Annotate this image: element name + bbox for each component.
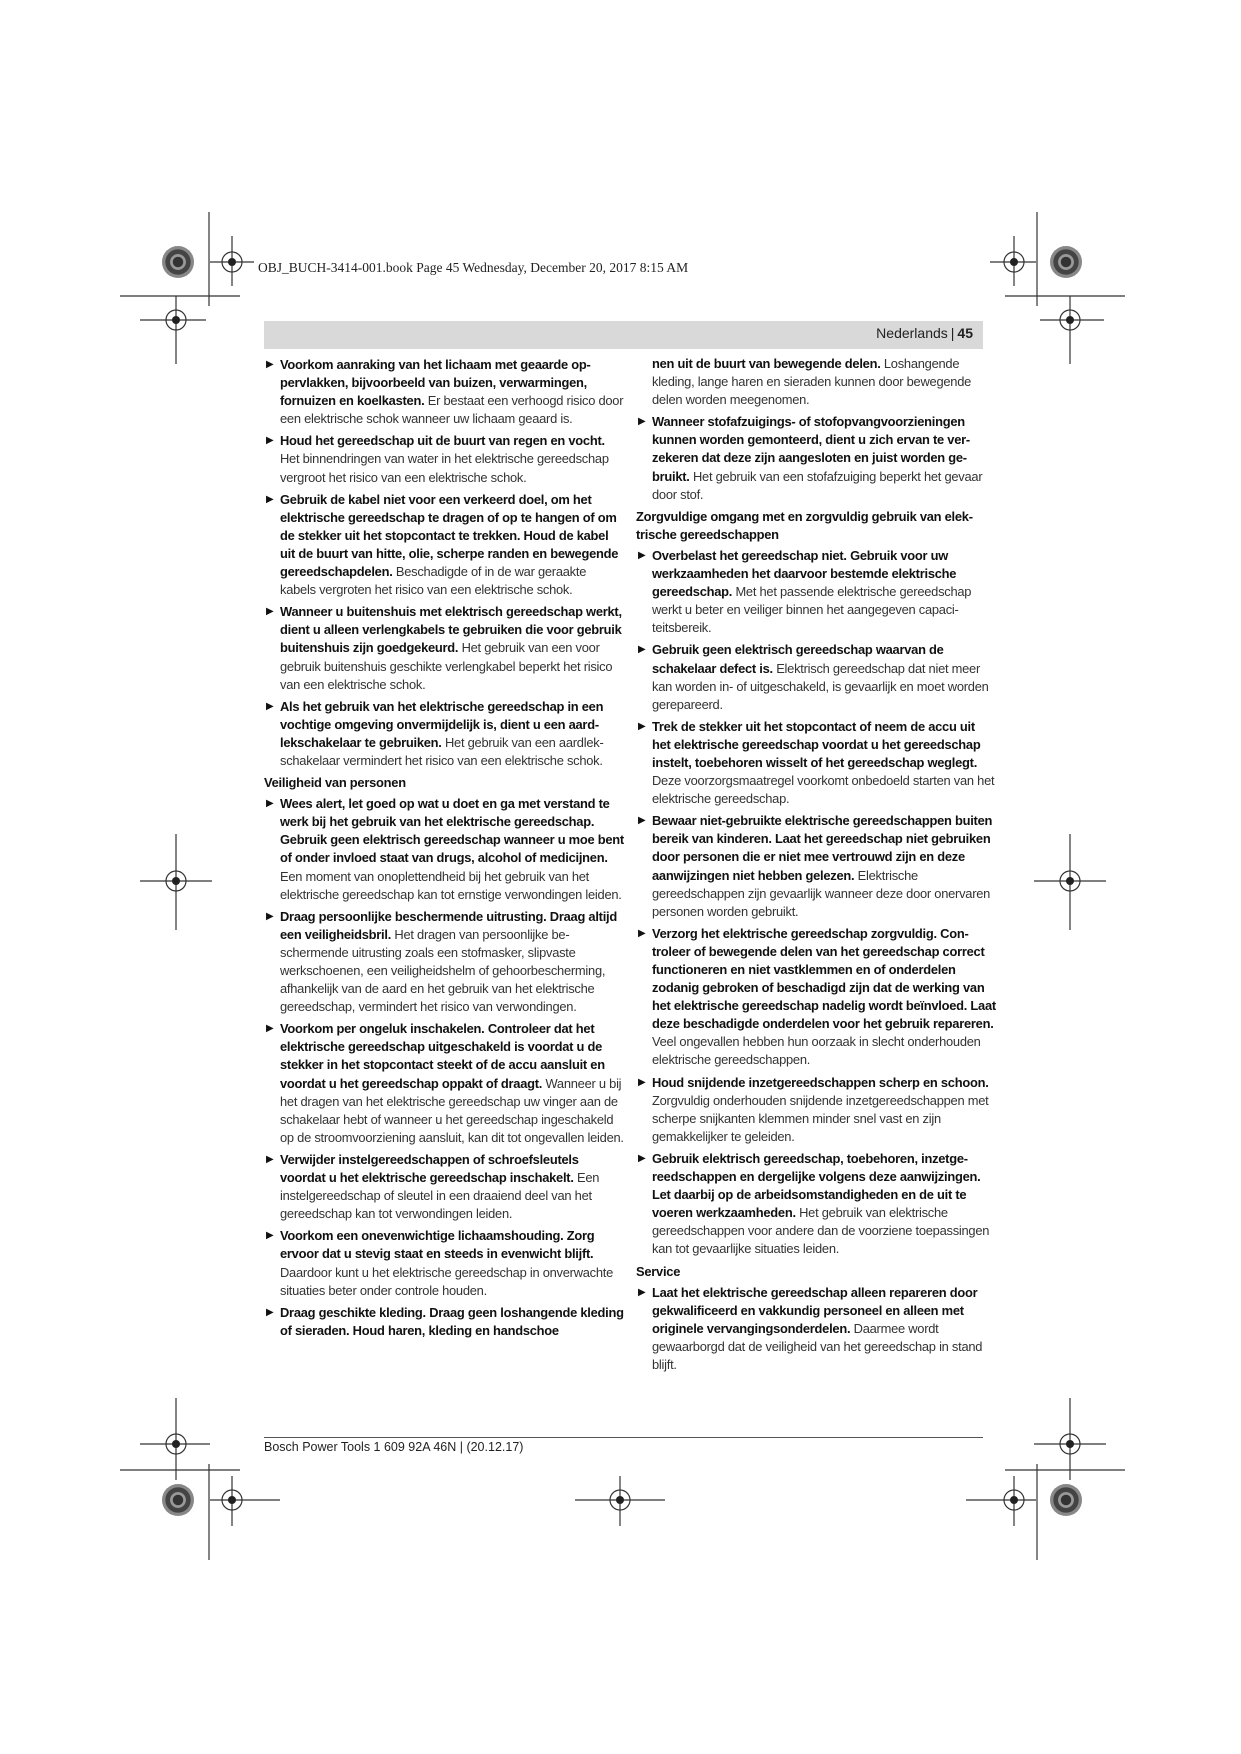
instruction-bold: Wanneer stofafzuigings- of stofopvangvoorzieningen kunnen worden gemonteerd, dient u zich ervan te verzekeren dat deze zijn aangesloten en juist worden gebruikt. [652, 414, 971, 484]
bullet-triangle-icon: ▶ [638, 1152, 646, 1164]
instruction-bold: Bewaar niet-gebruikte elektrische gereedschappen buiten bereik van kinderen. Laat het gereedschap niet gebruiken door personen die er niet mee vertrouwd zijn en deze aanwijzingen niet hebben gelezen. [652, 813, 993, 883]
instruction-bold: Overbelast het gereedschap niet. Gebruik voor uw werkzaamheden het daarvoor bestemde elektrische gereedschap. [652, 547, 957, 600]
bullet-triangle-icon: ▶ [638, 1286, 646, 1298]
section-heading: Service [636, 1263, 681, 1279]
bullet-triangle-icon: ▶ [266, 1153, 274, 1165]
instruction-bold: Verzorg het elektrische gereedschap zorgvuldig. Controleer of bewegende delen van het gereedschap correct functioneren en niet vastklemmen en of onderdelen zodanig gebroken of beschadigd zijn dat de werking van het elektrische gereedschap nadelig wordt beïnvloed. Laat deze beschadigde onderdelen voor het gebruik repareren. [652, 925, 996, 1032]
instruction-bold: Voorkom aanraking van het lichaam met geaarde oppervlakken, bijvoorbeeld van buizen, verwarmingen, fornuizen en koelkasten. [280, 357, 591, 409]
list-item [264, 603, 624, 693]
list-item [636, 1284, 996, 1374]
list-item [636, 812, 996, 921]
list-item [264, 795, 624, 904]
bullet-triangle-icon: ▶ [638, 644, 646, 656]
instruction-bold: Als het gebruik van het elektrische gereedschap in een vochtige omgeving onvermijdelijk is, dient u een aardlekschakelaar te gebruiken. [280, 698, 604, 750]
instruction-explanation: Daarmee wordt gewaarborgd dat de veiligheid van het gereedschap in stand blijft. [652, 1320, 983, 1372]
list-item [636, 925, 996, 1070]
bullet-triangle-icon: ▶ [266, 435, 274, 447]
bullet-triangle-icon: ▶ [638, 549, 646, 561]
list-item [264, 1227, 624, 1299]
list-item [636, 355, 996, 409]
color-wheel-icon [162, 246, 194, 278]
page-header [264, 321, 983, 349]
instruction-explanation: Het dragen van persoonlijke beschermende uitrusting zoals een stofmasker, slipvaste werkschoenen, een veiligheidshelm of gehoorbescherming, afhankelijk van de aard en het gebruik van het elektrische gereedschap, vermindert het risico van verwondingen. [280, 926, 606, 1015]
bullet-triangle-icon: ▶ [266, 798, 274, 810]
instruction-explanation: Veel ongevallen hebben hun oorzaak in slecht onderhouden elektrische gereedschappen. [652, 1034, 981, 1068]
section-heading: Veiligheid van personen [264, 775, 406, 791]
list-item [636, 718, 996, 808]
bullet-triangle-icon: ▶ [266, 1023, 274, 1035]
instruction-explanation: Deze voorzorgsmaatregel voorkomt onbedoeld starten van het elektrische gereedschap. [652, 773, 995, 807]
list-item [636, 1074, 996, 1146]
instruction-explanation: Elektrisch gereedschap dat niet meer kan worden in- of uitgeschakeld, is gevaarlijk en moet worden gerepareerd. [652, 660, 989, 712]
list-item [264, 432, 624, 486]
instruction-explanation: Zorgvuldig onderhouden snijdende inzetgereedschappen met scherpe snijkanten klemmen minder snel vast en zijn gemakkelijker te geleiden. [652, 1092, 989, 1144]
print-imprint: OBJ_BUCH-3414-001.book Page 45 Wednesday, December 20, 2017 8:15 AM [258, 260, 689, 275]
bullet-triangle-icon: ▶ [638, 720, 646, 732]
instruction-bold: Laat het elektrische gereedschap alleen repareren door gekwalificeerd en vakkundig personeel en alleen met originele vervangingsonderdelen. [652, 1284, 978, 1336]
instruction-explanation: Wanneer u bij het dragen van het elektrische gereedschap uw vinger aan de schakelaar hebt of wanneer u het gereedschap ingeschakeld op de stroomvoorziening aansluit, kan dit tot ongevallen leiden. [280, 1075, 624, 1145]
bullet-triangle-icon: ▶ [266, 1230, 274, 1242]
instruction-bold: Voorkom per ongeluk inschakelen. Controleer dat het elektrische gereedschap uitgeschakeld is voordat u de stekker in het stopcontact steekt of de accu aansluit en voordat u het gereedschap oppakt of draagt. [280, 1021, 605, 1091]
list-item [636, 547, 996, 637]
section-heading: Zorgvuldige omgang met en zorgvuldig gebruik van elektrische gereedschappen [636, 508, 973, 542]
instruction-bold: Gebruik de kabel niet voor een verkeerd doel, om het elektrische gereedschap te dragen of op te hangen of om de stekker uit het stopcontact te trekken. Houd de kabel uit de buurt van hitte, olie, scherpe randen en bewegende gereedschapdelen. [280, 491, 619, 580]
list-item [636, 413, 996, 503]
list-item [264, 1151, 624, 1223]
left-column [264, 356, 624, 1344]
instruction-explanation: Beschadigde of in de war geraakte kabels vergroten het risico van een elektrische schok. [280, 564, 587, 598]
list-item [264, 1020, 624, 1147]
bullet-triangle-icon: ▶ [266, 700, 274, 712]
instruction-bold: Gebruik elektrisch gereedschap, toebehoren, inzetgereedschappen en dergelijke volgens deze aanwijzingen. Let daarbij op de arbeidsomstandigheden en de uit te voeren werkzaamheden. [652, 1150, 981, 1221]
bullet-triangle-icon: ▶ [638, 416, 646, 428]
instruction-explanation: Met het passende elektrische gereedschap werkt u beter en veiliger binnen het aangegeven capaciteitsbereik. [652, 584, 972, 636]
instruction-explanation: Het gebruik van een stofafzuiging beperkt het gevaar door stof. [652, 468, 983, 502]
instruction-explanation: Loshangende kleding, lange haren en sieraden kunnen door bewegende delen worden meegenomen. [652, 356, 972, 408]
header-separator: | [950, 325, 955, 341]
instruction-explanation: Het gebruik van een aardlekschakelaar vermindert het risico van een elektrische schok. [280, 734, 604, 768]
instruction-explanation: Elektrische gereedschappen zijn gevaarlijk wanneer deze door onervaren personen worden gebruikt. [652, 867, 991, 919]
instruction-bold: Voorkom een onevenwichtige lichaamshouding. Zorg ervoor dat u stevig staat en steeds in evenwicht blijft. [280, 1228, 595, 1262]
list-item [264, 1304, 624, 1340]
bullet-triangle-icon: ▶ [638, 927, 646, 939]
instruction-explanation: Een instelgereedschap of sleutel in een draaiend deel van het gereedschap kan tot verwondingen leiden. [280, 1170, 600, 1222]
instruction-explanation: Het gebruik van elektrische gereedschappen voor andere dan de voorziene toepassingen kan tot gevaarlijke situaties leiden. [652, 1205, 990, 1257]
bullet-triangle-icon: ▶ [266, 359, 274, 370]
instruction-bold: Gebruik geen elektrisch gereedschap waarvan de schakelaar defect is. [652, 642, 944, 676]
instruction-explanation: Het binnendringen van water in het elektrische gereedschap vergroot het risico van een elektrische schok. [280, 451, 609, 485]
bullet-triangle-icon: ▶ [638, 815, 646, 827]
instruction-bold: Draag persoonlijke beschermende uitrusting. Draag altijd een veiligheidsbril. [280, 908, 617, 942]
instruction-bold: Wanneer u buitenshuis met elektrisch gereedschap werkt, dient u alleen verlengkabels te gebruiken die voor gebruik buitenshuis zijn goedgekeurd. [280, 604, 622, 656]
color-wheel-icon [1050, 246, 1082, 278]
instruction-explanation: Het gebruik van een voor gebruik buitenshuis geschikte verlengkabel beperkt het risico van een elektrische schok. [280, 640, 613, 692]
list-item [264, 908, 624, 1017]
right-column [636, 355, 996, 1378]
list-item [264, 698, 624, 770]
list-item [636, 1150, 996, 1259]
color-wheel-icon [1050, 1484, 1082, 1516]
page-footer: Bosch Power Tools 1 609 92A 46N | (20.12.17) [264, 1440, 524, 1454]
instruction-bold: nen uit de buurt van bewegende delen. [652, 356, 881, 371]
list-item [264, 491, 624, 600]
instruction-bold: Houd het gereedschap uit de buurt van regen en vocht. [280, 433, 605, 449]
instruction-bold: Verwijder instelgereedschappen of schroefsleutels voordat u het elektrische gereedschap inschakelt. [280, 1151, 579, 1186]
instruction-bold: Houd snijdende inzetgereedschappen scherp en schoon. [652, 1074, 989, 1090]
bullet-triangle-icon: ▶ [266, 493, 274, 505]
instruction-explanation: Er bestaat een verhoogd risico door een elektrische schok wanneer uw lichaam geaard is. [280, 393, 624, 427]
bullet-triangle-icon: ▶ [638, 1076, 646, 1088]
instruction-explanation: Daardoor kunt u het elektrische gereedschap in onverwachte situaties beter onder controle houden. [280, 1264, 614, 1298]
instruction-explanation: Een moment van onoplettendheid bij het gebruik van het elektrische gereedschap kan tot ernstige verwondingen leiden. [280, 868, 622, 902]
language-label: Nederlands [876, 325, 948, 341]
footer-divider [264, 1437, 983, 1438]
bullet-triangle-icon: ▶ [266, 910, 274, 922]
bullet-triangle-icon: ▶ [266, 1306, 274, 1318]
list-item [636, 641, 996, 713]
bullet-triangle-icon: ▶ [266, 606, 274, 618]
page-number: 45 [957, 325, 973, 341]
color-wheel-icon [162, 1484, 194, 1516]
instruction-bold: Draag geschikte kleding. Draag geen loshangende kleding of sieraden. Houd haren, kleding en handschoe [280, 1304, 624, 1338]
instruction-bold: Wees alert, let goed op wat u doet en ga met verstand te werk bij het gebruik van het elektrische gereedschap. Gebruik geen elektrisch gereedschap wanneer u moe bent of onder invloed staat van drugs, alcohol of medicijnen. [280, 796, 624, 866]
instruction-bold: Trek de stekker uit het stopcontact of neem de accu uit het elektrische gereedschap voordat u het gereedschap instelt, toebehoren wisselt of het gereedschap weglegt. [652, 718, 981, 770]
list-item [264, 356, 624, 428]
header-label [876, 325, 973, 341]
